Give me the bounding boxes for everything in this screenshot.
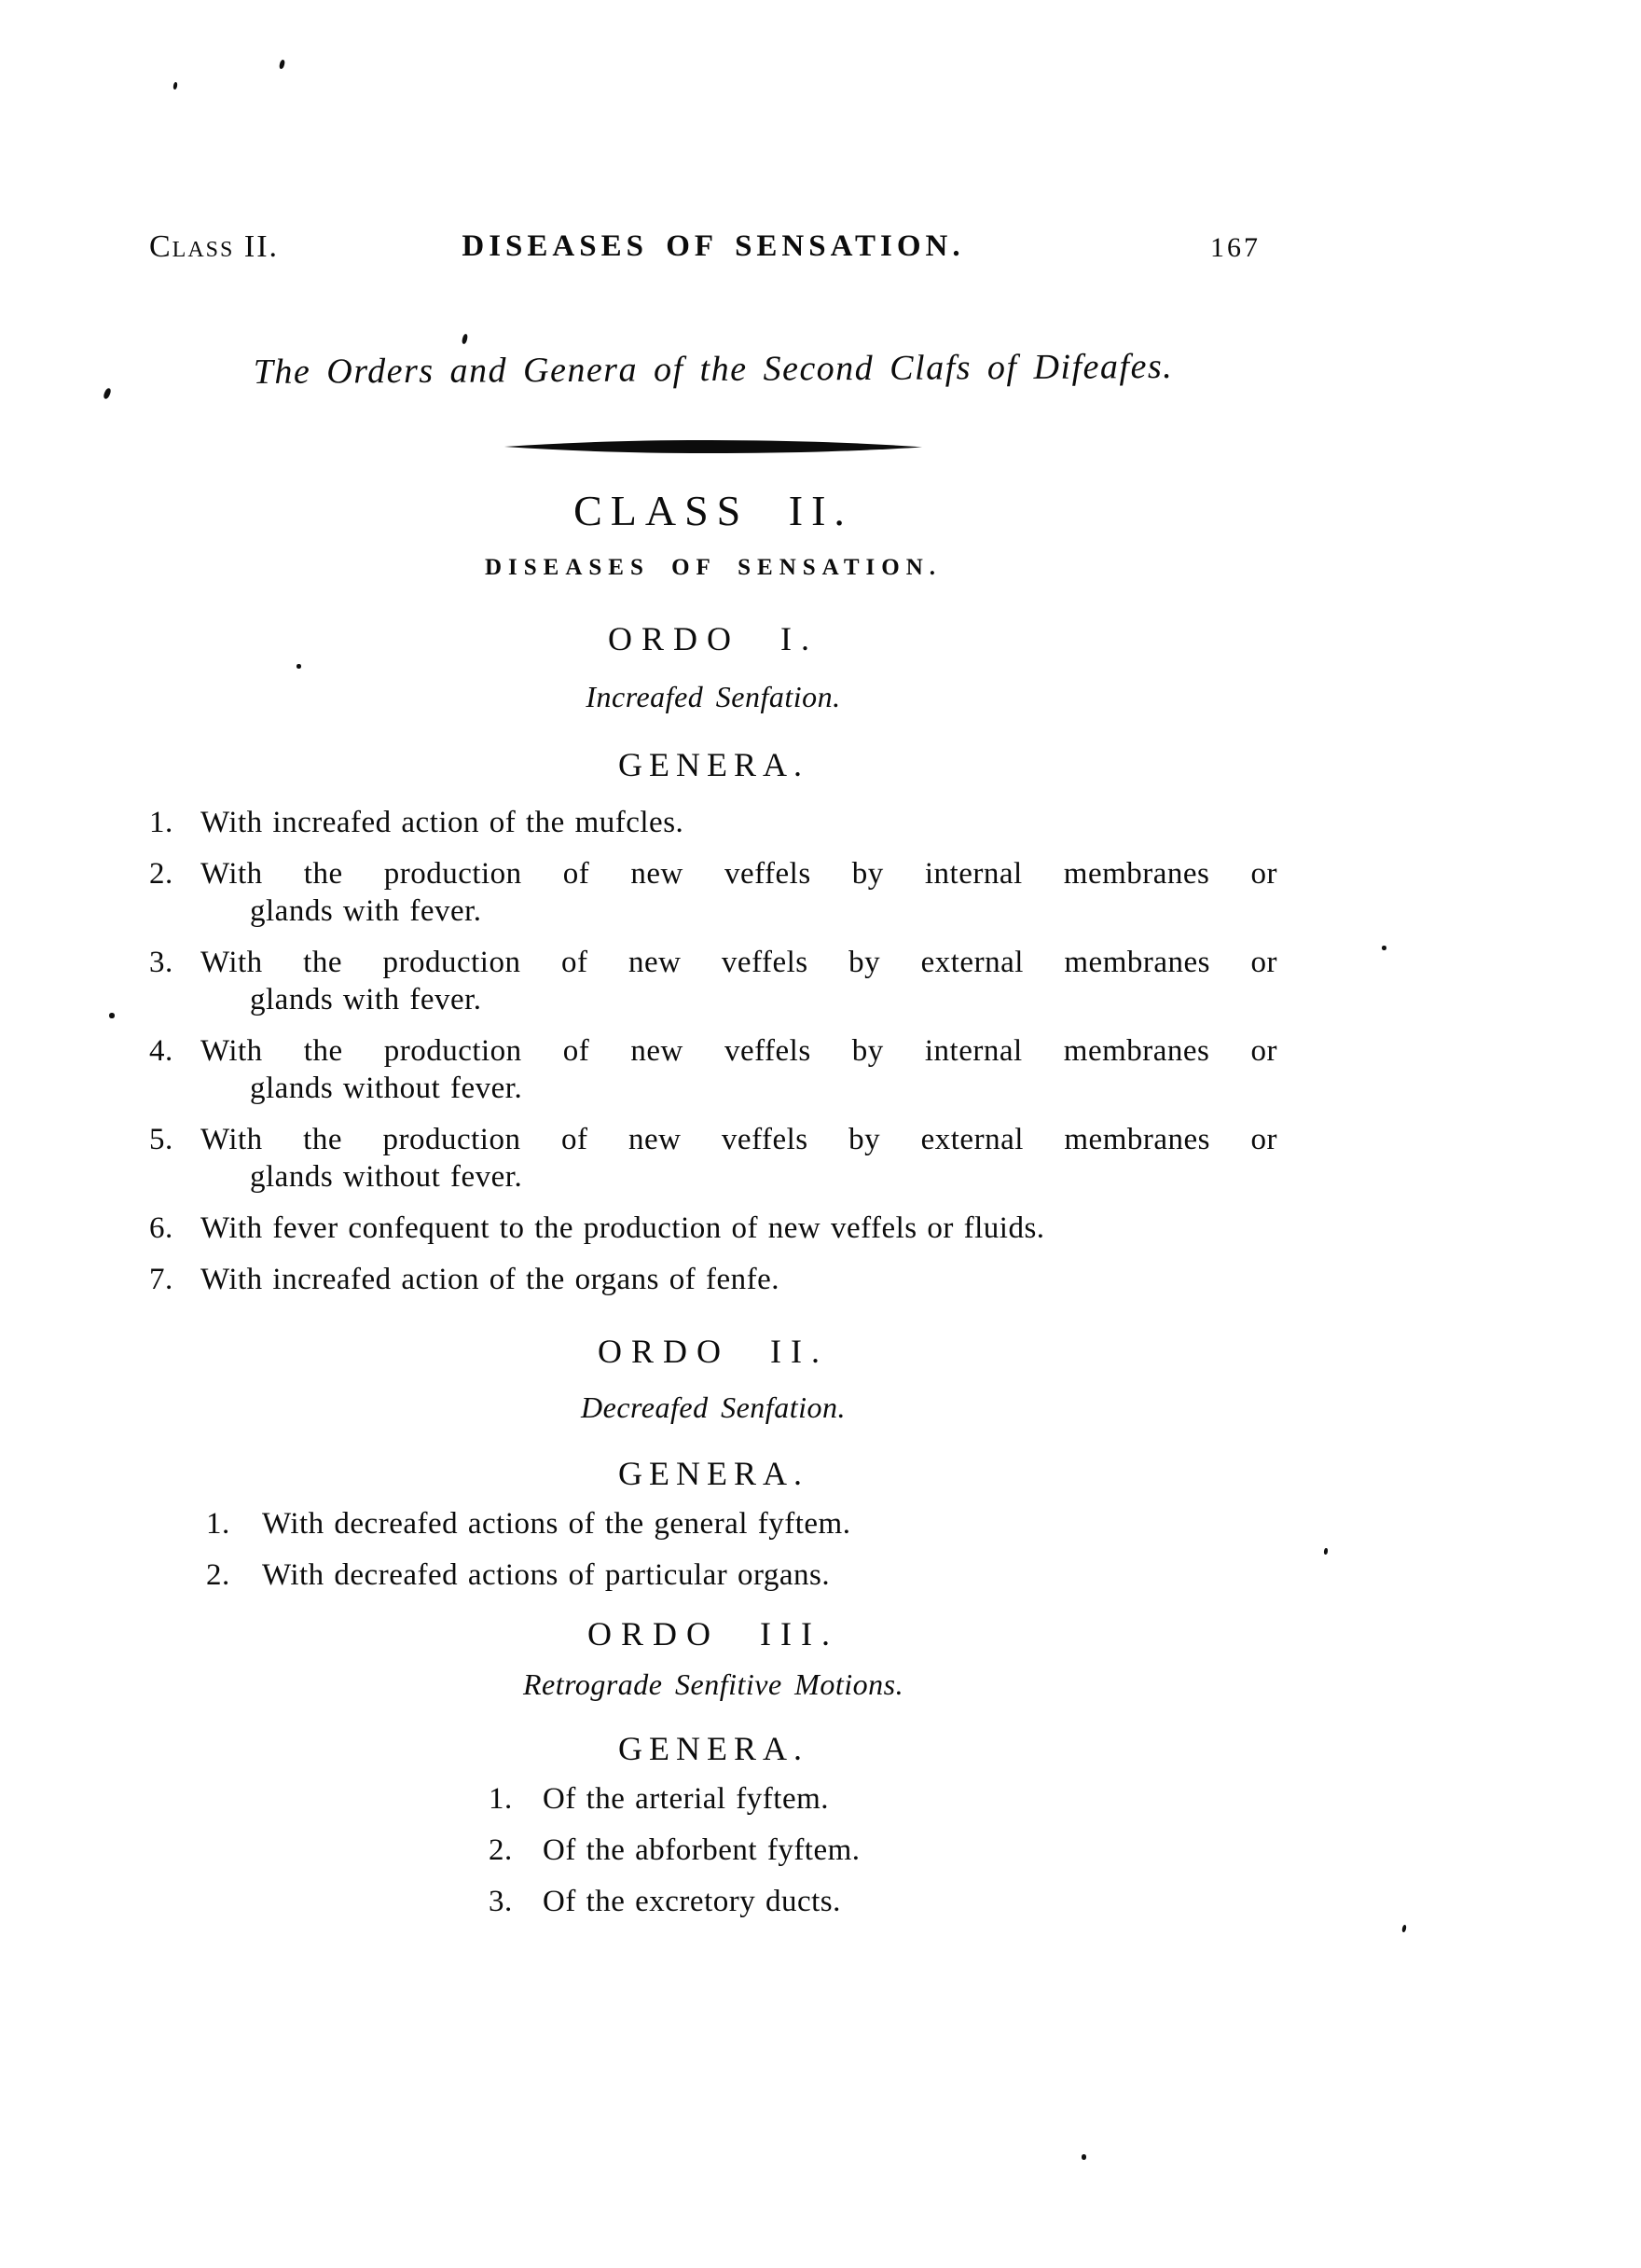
item-text: With decreafed actions of the general fyftem. — [262, 1507, 851, 1541]
ordo-3-subtitle: Retrograde Senfitive Motions. — [522, 1667, 904, 1701]
item-text: Of the arterial fyftem. — [543, 1782, 830, 1816]
item-text-continuation: glands without fever. — [250, 1160, 523, 1194]
item-text: With decreafed actions of particular organs. — [262, 1558, 831, 1592]
item-text: With increafed action of the organs of fenfe. — [200, 1263, 779, 1296]
page-number: 167 — [1210, 232, 1261, 263]
list-item — [149, 944, 1277, 1018]
item-number: 2. — [149, 857, 173, 891]
ordo-3-genus-list — [489, 1780, 1277, 1920]
ordo-2-genera-heading: GENERA. — [618, 1455, 808, 1492]
ordo-1-genera-heading: GENERA. — [618, 746, 808, 783]
item-text-continuation: glands without fever. — [250, 1072, 523, 1105]
ordo-3-genera-heading: GENERA. — [618, 1730, 808, 1767]
list-item — [149, 804, 1277, 841]
class-subheading: DISEASES OF SENSATION. — [484, 555, 943, 580]
item-number: 4. — [149, 1034, 173, 1068]
item-text-continuation: glands with fever. — [250, 894, 482, 928]
item-number: 3. — [489, 1885, 513, 1918]
item-text: With the production of new veffels by internal membranes or — [200, 857, 1277, 891]
running-head-class: Class II. — [149, 229, 280, 264]
ink-speck — [1382, 946, 1386, 950]
list-item — [149, 1261, 1277, 1298]
item-text: With the production of new veffels by external membranes or — [200, 1123, 1277, 1156]
list-item — [149, 1121, 1277, 1196]
item-number: 2. — [489, 1833, 513, 1867]
item-number: 3. — [149, 946, 173, 979]
item-number: 1. — [489, 1782, 513, 1816]
item-text: With the production of new veffels by internal membranes or — [200, 1034, 1277, 1068]
section-title: The Orders and Genera of the Second Clafs of Difeafes. — [253, 346, 1174, 393]
ordo-2-subtitle: Decreafed Senfation. — [581, 1390, 846, 1424]
ink-speck — [296, 664, 301, 669]
ordo-1-heading: ORDO I. — [608, 620, 819, 657]
text-block — [149, 0, 1277, 1920]
list-item — [489, 1883, 1277, 1920]
ink-speck — [1082, 2154, 1086, 2160]
ordo-2-genus-list — [206, 1505, 1277, 1594]
item-text: With increafed action of the mufcles. — [200, 806, 684, 839]
class-heading: CLASS II. — [573, 487, 853, 534]
item-number: 1. — [206, 1507, 230, 1541]
list-item — [489, 1780, 1277, 1818]
item-text: Of the abforbent fyftem. — [543, 1833, 861, 1867]
swelled-rule — [149, 438, 1277, 455]
ordo-2-heading: ORDO II. — [598, 1333, 829, 1370]
running-head — [149, 231, 1277, 263]
list-item — [206, 1505, 1277, 1542]
list-item — [489, 1832, 1277, 1869]
list-item — [149, 855, 1277, 930]
ordo-1-subtitle: Increafed Senfation. — [586, 680, 841, 713]
item-text: With the production of new veffels by external membranes or — [200, 946, 1277, 979]
ink-speck — [109, 1013, 115, 1018]
ink-speck — [1324, 1548, 1329, 1555]
item-number: 7. — [149, 1263, 173, 1296]
item-number: 6. — [149, 1211, 173, 1245]
item-text-continuation: glands with fever. — [250, 983, 482, 1016]
ink-speck — [103, 387, 112, 399]
item-number: 1. — [149, 806, 173, 839]
item-number: 2. — [206, 1558, 230, 1592]
running-head-title: DISEASES OF SENSATION. — [462, 229, 965, 263]
ordo-3-heading: ORDO III. — [587, 1615, 839, 1653]
list-item — [149, 1032, 1277, 1107]
item-number: 5. — [149, 1123, 173, 1156]
ink-speck — [1401, 1925, 1407, 1933]
item-text: With fever confequent to the production of new veffels or fluids. — [200, 1211, 1045, 1245]
ordo-1-genus-list — [149, 804, 1277, 1298]
item-text: Of the excretory ducts. — [543, 1885, 841, 1918]
list-item — [149, 1210, 1277, 1247]
list-item — [206, 1556, 1277, 1594]
